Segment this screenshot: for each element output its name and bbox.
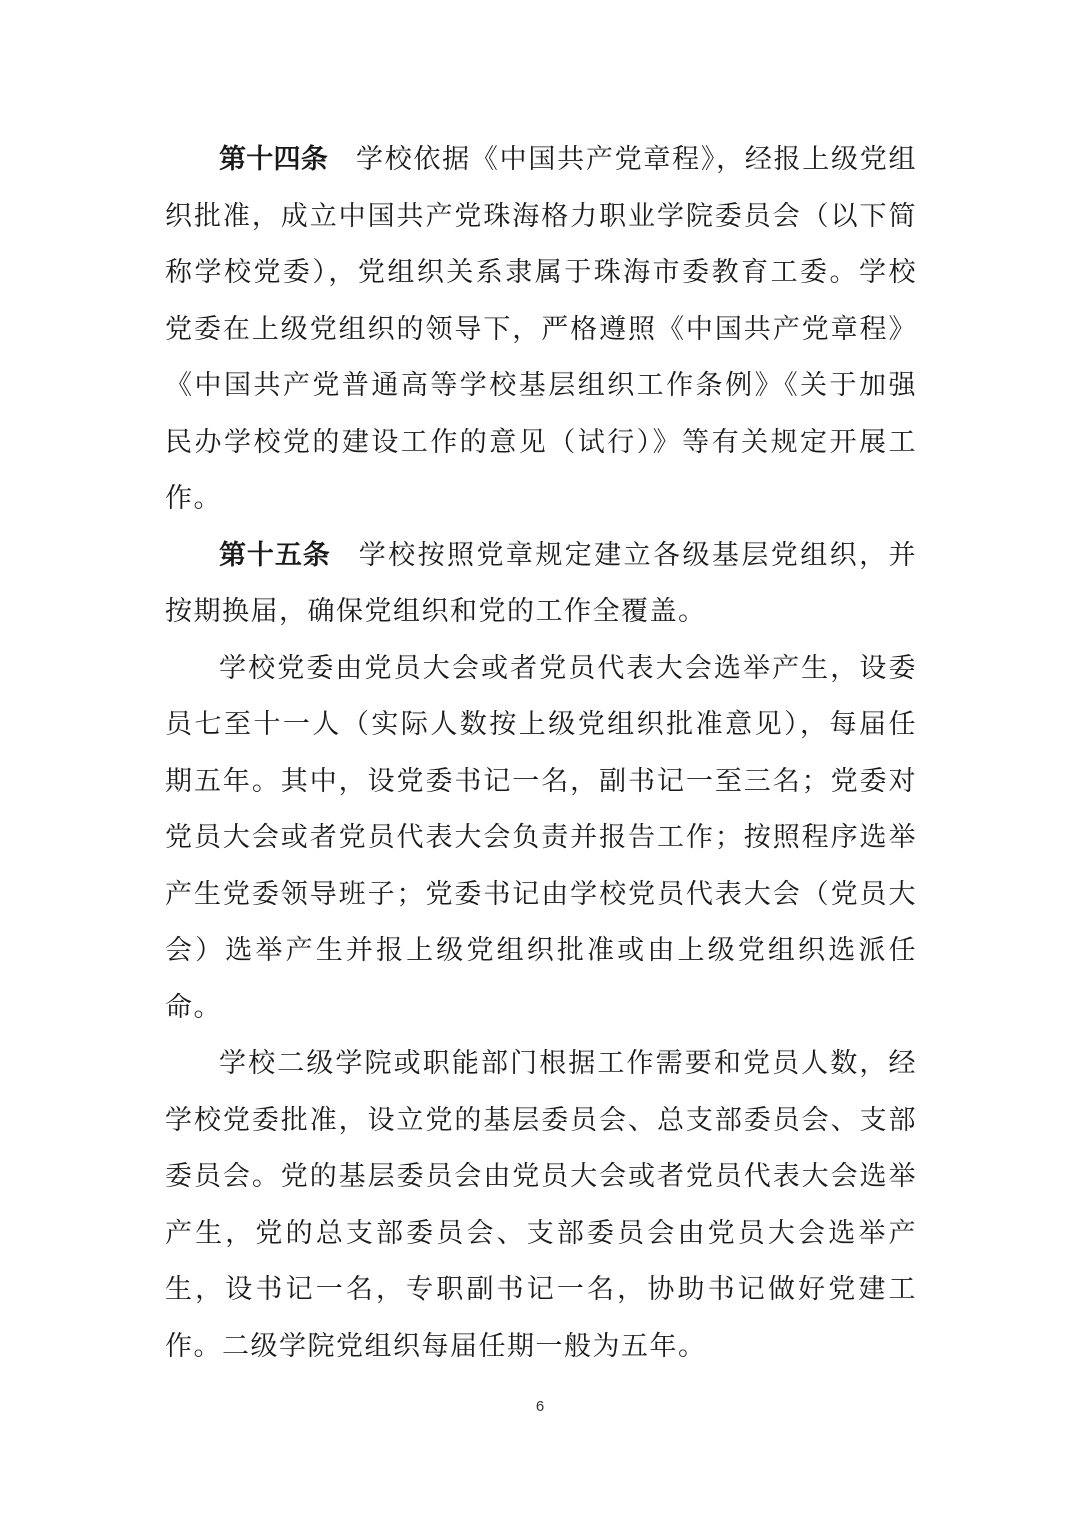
secondary-college-paragraph — [165, 1036, 917, 1375]
article-14-text: 学校依据《中国共产党章程》，经报上级党组织批准，成立中国共产党珠海格力职业学院委员会（以下简称学校党委），党组织关系隶属于珠海市委教育工委。学校党委在上级党组织的领导下，严格遵照《中国共产党章程》《中国共产党普通高等学校基层组织工作条例》《关于加强民办学校党的建设工作的意见（试行）》等有关规定开展工作。 — [165, 144, 918, 514]
article-14-paragraph — [165, 132, 917, 528]
article-15-label: 第十五条 — [219, 539, 331, 571]
secondary-college-text: 学校二级学院或职能部门根据工作需要和党员人数，经学校党委批准，设立党的基层委员会、总支部委员会、支部委员会。党的基层委员会由党员大会或者党员代表大会选举产生，党的总支部委员会、支部委员会由党员大会选举产生，设书记一名，专职副书记一名，协助书记做好党建工作。二级学院党组织每届任期一般为五年。 — [165, 1048, 917, 1362]
article-15-text: 学校按照党章规定建立各级基层党组织，并按期换届，确保党组织和党的工作全覆盖。 — [165, 539, 918, 627]
party-committee-text: 学校党委由党员大会或者党员代表大会选举产生，设委员七至十一人（实际人数按上级党组织批准意见），每届任期五年。其中，设党委书记一名，副书记一至三名；党委对党员大会或者党员代表大会负责并报告工作；按照程序选举产生党委领导班子；党委书记由学校党员代表大会（党员大会）选举产生并报上级党组织批准或由上级党组织选派任命。 — [165, 652, 917, 1023]
document-body — [165, 132, 917, 1375]
article-15-paragraph — [165, 528, 917, 641]
article-14-label: 第十四条 — [219, 144, 328, 175]
page-number: 6 — [535, 1398, 545, 1415]
party-committee-paragraph — [165, 641, 917, 1037]
